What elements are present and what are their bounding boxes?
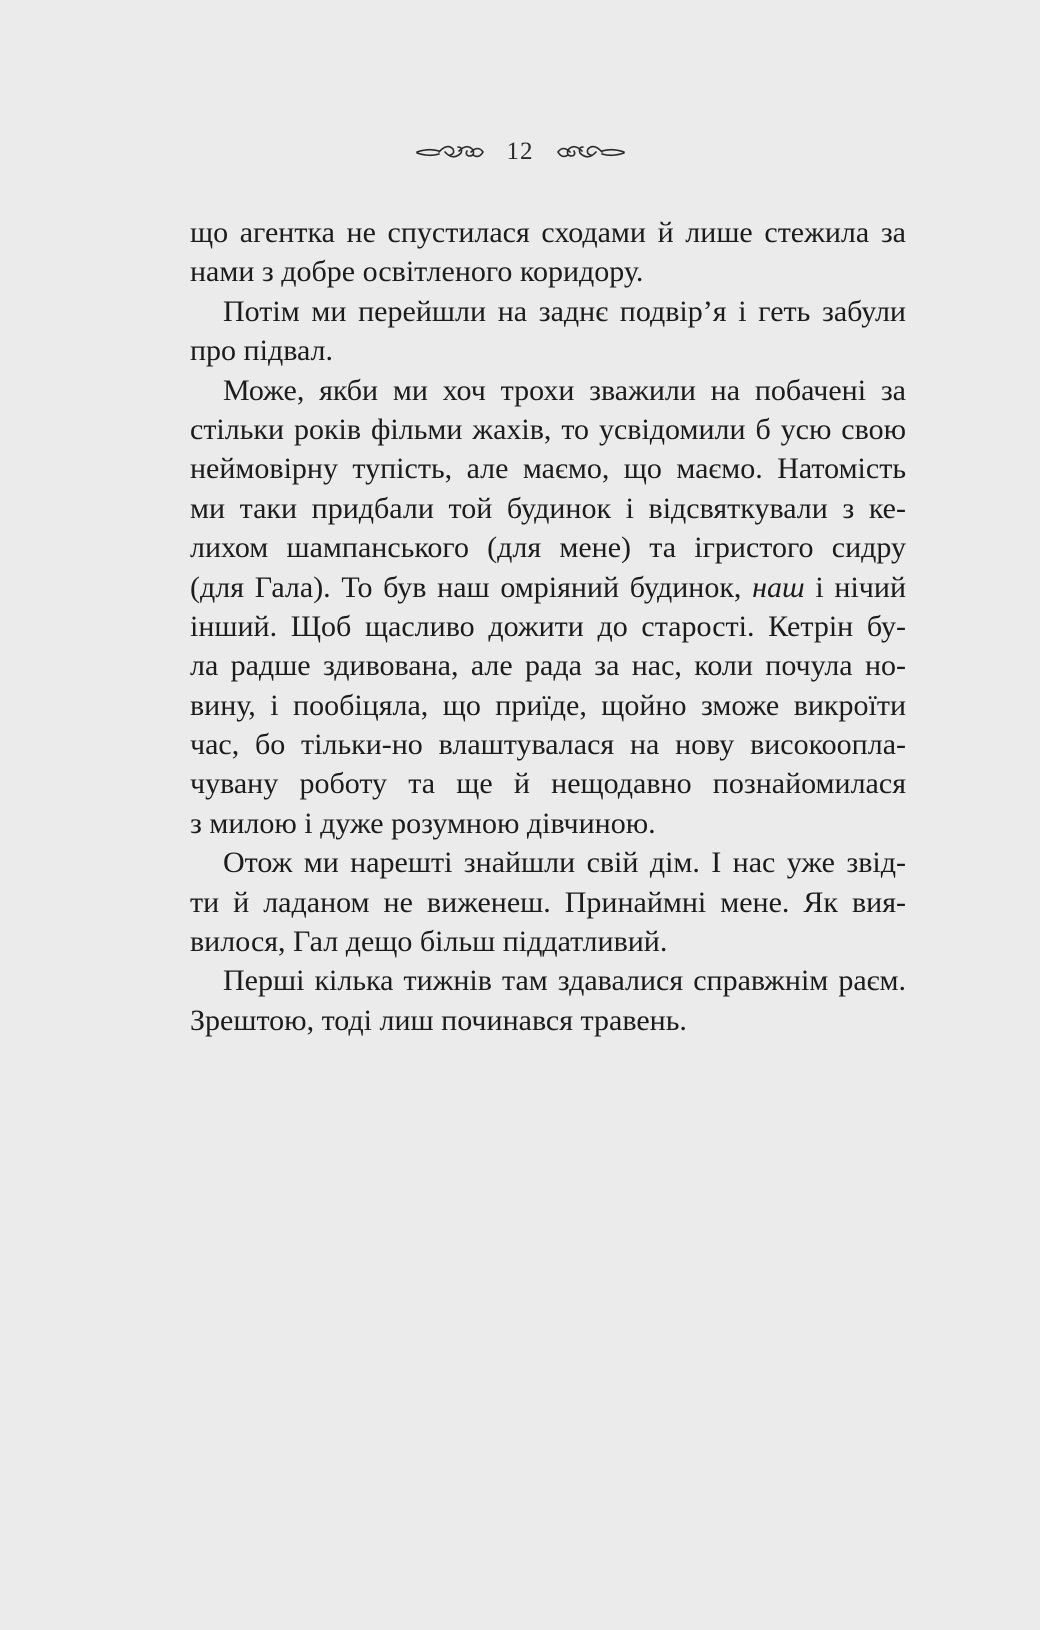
text-segment: і нічий <box>804 570 907 604</box>
text-line: час, бо тільки-но влаштувалася на нову високоопла- <box>190 728 906 762</box>
paragraph <box>190 371 906 844</box>
text-line: інший. Щоб щасливо дожити до старості. Кетрін бу- <box>190 609 906 643</box>
text-line: чувану роботу та ще й нещодавно познайомилася <box>190 767 906 801</box>
text-line: що агентка не спустилася сходами й лише стежила за <box>190 216 906 249</box>
text-line: вилося, Гал дещо більш піддатливий. <box>190 925 668 959</box>
emphasis-word: наш <box>752 570 805 604</box>
paragraph <box>190 843 906 961</box>
text-line: Отож ми нарешті знайшли свій дім. І нас уже звід- <box>223 846 906 880</box>
text-segment: (для Гала). То був наш омріяний будинок, <box>190 570 753 604</box>
paragraph <box>190 961 906 1040</box>
text-line: ла радше здивована, але рада за нас, коли почула но- <box>190 649 906 683</box>
text-line: стільки років фільми жахів, то усвідомили б усю свою <box>190 412 906 446</box>
body-text <box>190 213 906 1040</box>
paragraph <box>190 213 906 292</box>
text-line: нами з добре освітленого коридору. <box>190 255 644 289</box>
text-line: Потім ми перейшли на заднє подвір’я і геть забули <box>223 294 906 328</box>
text-line: неймовірну тупість, але маємо, що маємо. Натомість <box>190 452 906 486</box>
text-line: Зрештою, тоді лиш починався травень. <box>190 1003 687 1037</box>
text-line: Може, якби ми хоч трохи зважили на побачені за <box>223 373 906 407</box>
text-line: ти й ладаном не виженеш. Принаймні мене. Як вия- <box>190 885 906 919</box>
text-line-with-emphasis <box>190 568 906 607</box>
text-line: лихом шампанського (для мене) та ігристого сидру <box>190 531 906 565</box>
page-header <box>0 128 1040 176</box>
ornament-left-icon <box>415 139 485 165</box>
text-line: про підвал. <box>190 334 334 368</box>
ornament-right-icon <box>556 139 626 165</box>
paragraph <box>190 292 906 371</box>
text-line: ми таки придбали той будинок і відсвяткували з ке- <box>190 491 906 525</box>
page-number: 12 <box>506 138 534 165</box>
text-line: з милою і дуже розумною дівчиною. <box>190 806 656 840</box>
text-line: вину, і пообіцяла, що приїде, щойно зможе викроїти <box>190 688 906 722</box>
text-line: Перші кілька тижнів там здавалися справжнім раєм. <box>223 964 906 998</box>
